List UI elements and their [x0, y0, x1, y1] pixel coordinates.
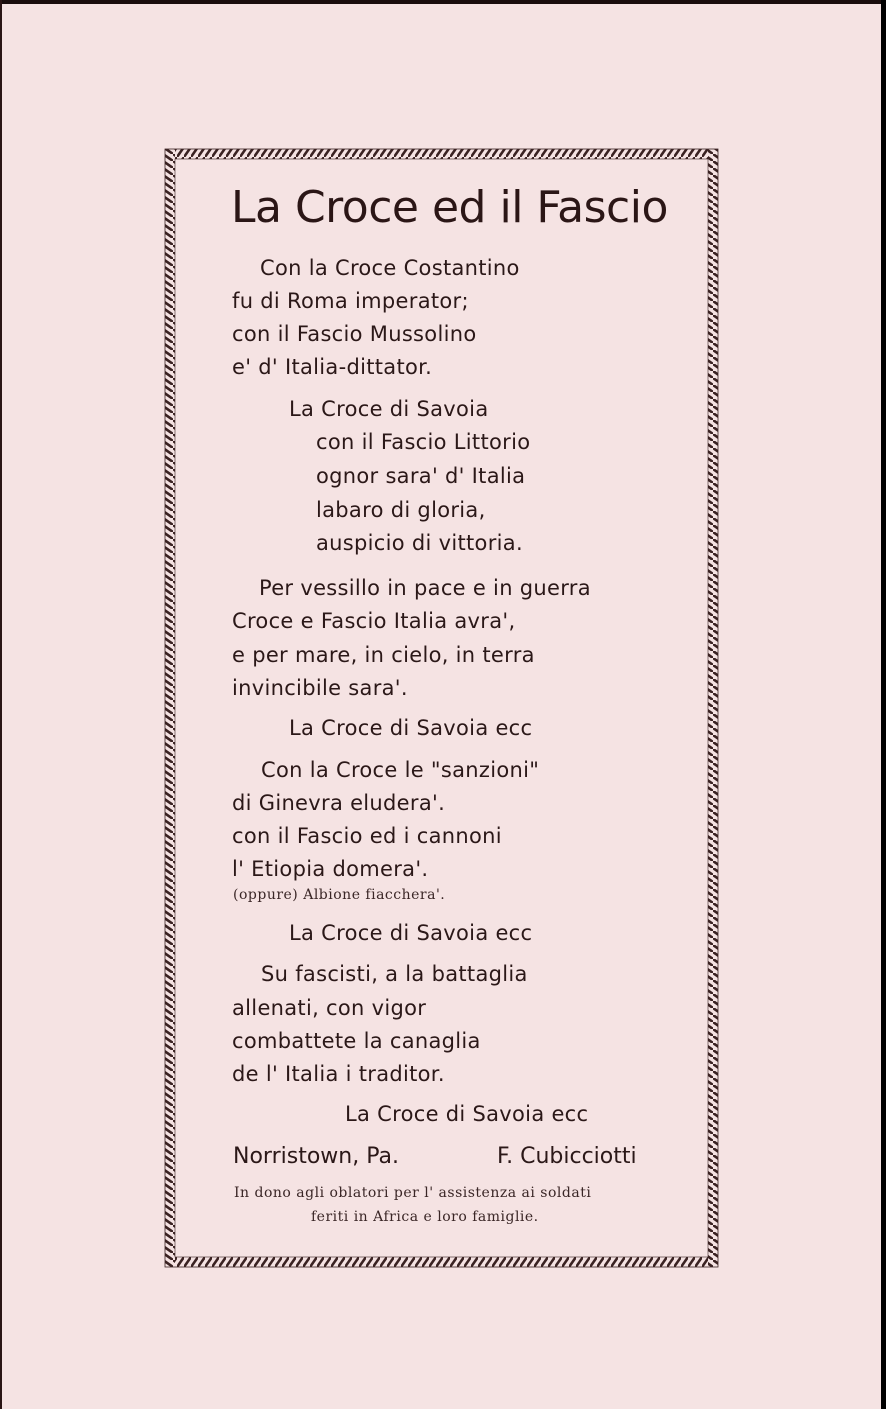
refrain-line3: ognor sara' d' Italia [316, 464, 526, 488]
poem-title: La Croce ed il Fascio [231, 182, 668, 233]
author-signature: F. Cubicciotti [497, 1144, 637, 1169]
footer-note-line2: feriti in Africa e loro famiglie. [311, 1209, 539, 1225]
stanza2-line2: Croce e Fascio Italia avra', [232, 609, 516, 633]
refrain-line4: labaro di gloria, [316, 498, 486, 522]
stanza4-line2: allenati, con vigor [232, 996, 427, 1020]
stanza3-line2: di Ginevra eludera'. [232, 791, 446, 815]
refrain-reprise-2: La Croce di Savoia ecc [289, 921, 533, 945]
stanza2-line4: invincibile sara'. [232, 676, 408, 700]
refrain-line1: La Croce di Savoia [289, 397, 489, 421]
footer-note-line1: In dono agli oblatori per l' assistenza ai soldati [234, 1185, 592, 1201]
place-signature: Norristown, Pa. [233, 1144, 399, 1169]
stanza4-line1: Su fascisti, a la battaglia [261, 962, 528, 986]
refrain-line2: con il Fascio Littorio [316, 430, 531, 454]
stanza1-line3: con il Fascio Mussolino [232, 322, 477, 346]
stanza1-line2: fu di Roma imperator; [232, 289, 469, 313]
refrain-reprise-1: La Croce di Savoia ecc [289, 716, 533, 740]
stanza4-line4: de l' Italia i traditor. [232, 1062, 445, 1086]
stanza2-line3: e per mare, in cielo, in terra [232, 643, 535, 667]
stanza4-line3: combattete la canaglia [232, 1029, 481, 1053]
refrain-line5: auspicio di vittoria. [316, 531, 523, 555]
stanza2-line1: Per vessillo in pace e in guerra [259, 576, 591, 600]
stanza3-line4: l' Etiopia domera'. [232, 857, 429, 881]
variant-note: (oppure) Albione fiacchera'. [233, 887, 446, 903]
stanza1-line4: e' d' Italia-dittator. [232, 355, 433, 379]
stanza3-line1: Con la Croce le "sanzioni" [261, 758, 540, 782]
stanza1-line1: Con la Croce Costantino [260, 256, 520, 280]
stanza3-line3: con il Fascio ed i cannoni [232, 824, 502, 848]
refrain-reprise-3: La Croce di Savoia ecc [345, 1102, 589, 1126]
